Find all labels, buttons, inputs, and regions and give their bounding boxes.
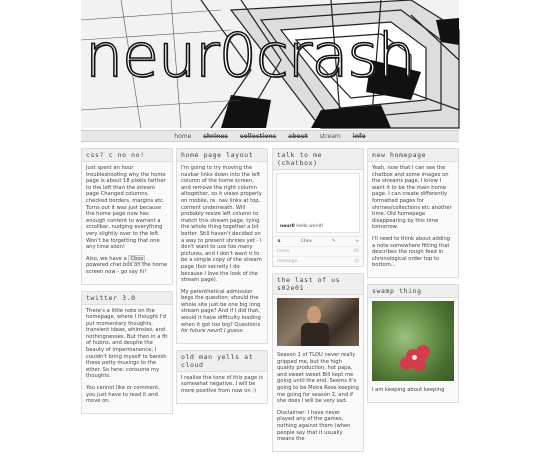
post-paragraph: There's a little note on the homepage, where I thought I'd put momentary thoughts, transient ideas, whimsies, and nothingnesses. But then in a fit of hubris, and despite the beauty of impermanence, I couldn't bring myself to banish these petty musings to the ether. So here: consume my thoughts. bbox=[86, 307, 168, 380]
nav-stream[interactable]: stream bbox=[319, 133, 341, 140]
post-paragraph: Season 1 of TLOU never really gripped me, but the high quality production, hot papa, and sweet sweet Bill kept me going until the end. Seems it's going to be Moira Rose keeping me going for season 2, and if she does I will be very sad. bbox=[277, 352, 359, 405]
chat-message bbox=[280, 224, 323, 229]
post-paragraph: I'll need to think about adding a note somewhere fitting that describes the rough feed in chronological order top to bottom... bbox=[372, 235, 451, 269]
text: My parenthetical admission begs the question; should the whole site just be one big long stream page? And if I did that, would it have difficulty loading when it got too big? Questions bbox=[181, 288, 261, 328]
site-title: neur0crash bbox=[85, 21, 415, 91]
header-banner bbox=[81, 0, 459, 128]
post-title: css? c no no! bbox=[82, 149, 172, 162]
chat-message-field[interactable] bbox=[273, 256, 363, 266]
person-body bbox=[301, 323, 329, 346]
char-count: 40 bbox=[353, 249, 359, 254]
post-layout bbox=[176, 148, 268, 344]
nav-about[interactable]: about bbox=[288, 133, 308, 140]
post-css bbox=[81, 148, 173, 285]
post-paragraph: You cannot like or comment, you just have to read it and move on. bbox=[86, 385, 160, 405]
petal bbox=[400, 357, 413, 370]
nav-info[interactable]: info bbox=[352, 133, 366, 140]
chatbox-title: talk to me (chatbox) bbox=[273, 149, 363, 170]
post-paragraph bbox=[181, 289, 263, 335]
post-title: swamp thing bbox=[368, 285, 458, 298]
post-title: twitter 3.0 bbox=[82, 292, 172, 305]
post-body bbox=[368, 384, 458, 402]
post-paragraph: I am keeping about keeping bbox=[372, 386, 445, 393]
column-3 bbox=[272, 148, 364, 458]
post-title: home page layout bbox=[177, 149, 267, 162]
post-tlou bbox=[272, 273, 364, 452]
post-body bbox=[82, 162, 172, 284]
column-2 bbox=[176, 148, 268, 410]
nav-home[interactable]: home bbox=[174, 133, 192, 140]
chat-user-label: Cbox bbox=[300, 239, 313, 244]
smiley-icon[interactable]: ☺ bbox=[354, 259, 359, 264]
person-head bbox=[307, 306, 321, 324]
column-4 bbox=[367, 148, 459, 409]
chatbox bbox=[272, 148, 364, 267]
flower-center bbox=[412, 355, 417, 360]
chat-user-row bbox=[273, 236, 363, 246]
post-paragraph bbox=[86, 256, 168, 276]
post-paragraph: Disclaimer: I have never played any of the games, nothing against them (when people say that it usually means the bbox=[277, 409, 351, 443]
post-paragraph: I'm going to try moving the navbar links down into the left column of the home screen, and remove the right column altogether, so it views properly on mobile, re. nav links at top, content underneath. Will probably resize left column to match this stream page, tying the whole thing together a bit better. Still haven't decided on a way to present shrines yet - I don't want to use too many pictures, and I don't want it to be a simple copy of the stream page (but secretly I do because I love the look of the stream page). bbox=[181, 165, 262, 284]
post-body bbox=[177, 162, 267, 343]
tlou-image bbox=[277, 298, 359, 346]
edit-icon[interactable]: ✎ bbox=[331, 239, 336, 244]
cbox-link[interactable]: Cbox bbox=[130, 255, 144, 262]
text: Also, we have a bbox=[86, 255, 129, 262]
chat-text: Hello world! bbox=[296, 224, 324, 229]
user-icon: ♟ bbox=[277, 239, 282, 244]
column-1 bbox=[81, 148, 173, 420]
post-paragraph: Yeah, now that I can see the chatbox and some images on the streams page, I know I want it to be the main home page. I can create differently formatted pages for shrines/collections etc another time. Old homepage disappearing by this time tomorrow. bbox=[372, 165, 452, 231]
post-title: old man yells at cloud bbox=[177, 351, 267, 372]
chat-name-field[interactable] bbox=[273, 246, 363, 256]
chat-messages[interactable] bbox=[276, 173, 360, 233]
post-body bbox=[82, 305, 172, 413]
post-cloud bbox=[176, 350, 268, 404]
post-new-homepage bbox=[367, 148, 459, 278]
nav-shrines[interactable]: shrines bbox=[203, 133, 228, 140]
link-icon[interactable]: ∞ bbox=[355, 239, 359, 244]
name-placeholder: name bbox=[277, 249, 290, 254]
nav-collections[interactable]: collections bbox=[239, 133, 277, 140]
chat-username: neur0 bbox=[280, 224, 295, 229]
flower-image bbox=[372, 301, 454, 381]
post-twitter bbox=[81, 291, 173, 414]
post-body bbox=[177, 372, 267, 403]
text: for future neur0 I guess. bbox=[181, 328, 245, 335]
post-body bbox=[368, 162, 458, 277]
post-paragraph: Just spent an hour troubleshooting why the home page is about 18 pixels farther to the left than the stream page Changed columns, checked borders, margins etc. Turns out it was just because the home page now has enough content to warrant a scrollbar, nudging everything very slightly over to the left. Won't be forgetting that one any time soon! bbox=[86, 165, 166, 251]
text: powered chat box on the home screen now - go say hi! bbox=[86, 262, 168, 275]
navbar bbox=[81, 130, 459, 142]
post-swamp bbox=[367, 284, 459, 403]
post-title: new homepage bbox=[368, 149, 458, 162]
post-paragraph: I realise the tone of this page is somewhat negative, I will be more positive from now on :) bbox=[181, 374, 264, 395]
message-placeholder: message bbox=[277, 259, 298, 264]
post-body bbox=[273, 349, 363, 451]
post-title: the last of us s02e01 bbox=[273, 274, 363, 295]
